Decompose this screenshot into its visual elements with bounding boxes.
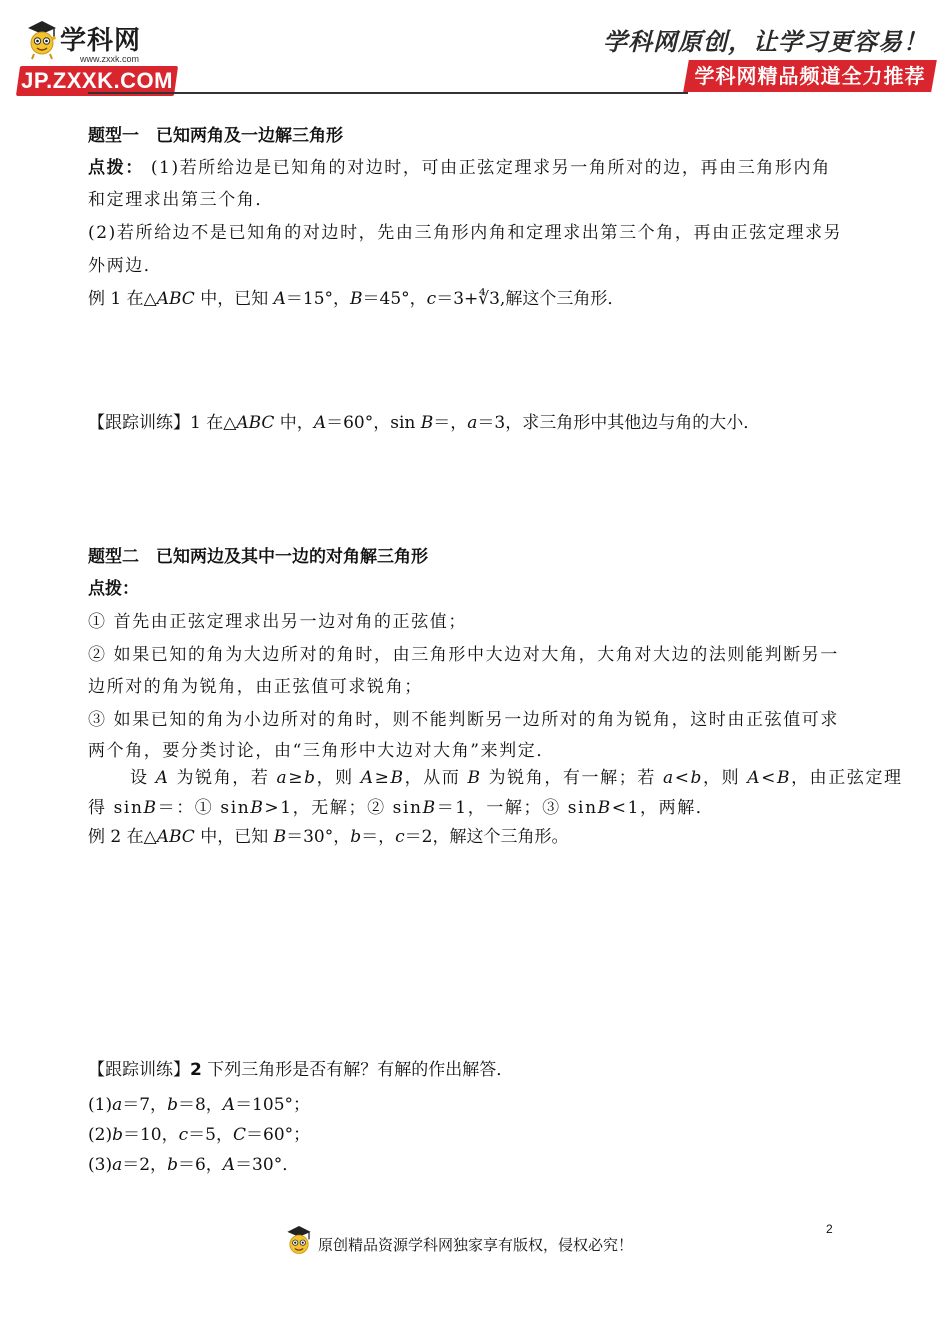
copyright-notice: 原创精品资源学科网独家享有版权，侵权必究！ (318, 1236, 634, 1254)
section2-item2-line1: ② 如果已知的角为大边所对的角时，由三角形中大边对大角，大角对大边的法则能判断另一 (88, 645, 840, 665)
section1-tip-line3: (2)若所给边不是已知角的对边时，先由三角形内角和定理求出第三个角，再由正弦定理求另 (88, 223, 843, 243)
header-banner (683, 60, 937, 92)
header-banner-text: 学科网精品频道全力推荐 (694, 64, 926, 88)
section1-tip-label: 点拨： (88, 158, 144, 178)
logo-domain-text: JP.ZXXK.COM (21, 68, 173, 93)
section2-item2-line2: 边所对的角为锐角，由正弦值可求锐角； (88, 677, 423, 697)
section2-tip-label: 点拨： (88, 579, 139, 599)
case-3: (3)a＝2，b＝6，A＝30°． (88, 1155, 300, 1175)
practice-label: 【跟踪训练】 (88, 1060, 190, 1080)
section2-note-line2: 得 sinB＝：① sinB>1，无解；② sinB＝1，一解；③ sinB<1，两解． (88, 798, 715, 818)
logo-url: www.zxxk.com (80, 54, 140, 64)
header-slogan: 学科网原创，让学习更容易！ (603, 27, 928, 56)
practice-2: 【跟踪训练】2 下列三角形是否有解？有解的作出解答． (88, 1060, 514, 1080)
section2-item3-line1: ③ 如果已知的角为小边所对的角时，则不能判断另一边所对的角为锐角，这时由正弦值可求 (88, 710, 840, 730)
mascot-icon (24, 18, 60, 60)
section2-note-line1: 设 A 为锐角，若 a≥b，则 A≥B，从而 B 为锐角，有一解；若 a<b，则 A<B，由正弦定理 (130, 768, 903, 788)
practice-1: 【跟踪训练】1 在△ABC 中，A＝60°，sin B＝，a＝3，求三角形中其他边与角的大小． (88, 413, 761, 433)
practice-label: 【跟踪训练】 (88, 413, 190, 433)
radical-expression: ∜3 (478, 289, 500, 309)
section1-tip-line2: 和定理求出第三个角． (88, 190, 274, 210)
example-2: 例 2 在△ABC 中，已知 B＝30°，b＝，c＝2，解这个三角形。 (88, 827, 569, 847)
section2-item1: ① 首先由正弦定理求出另一边对角的正弦值； (88, 612, 468, 632)
section1-tip-line1 (88, 156, 831, 180)
section1-title: 题型一 已知两角及一边解三角形 (88, 126, 343, 146)
section2-item3-line2: 两个角，要分类讨论，由“三角形中大边对大角”来判定． (88, 741, 555, 761)
section2-title: 题型二 已知两边及其中一边的对角解三角形 (88, 547, 428, 567)
section1-tip-text: (1)若所给边是已知角的对边时，可由正弦定理求另一角所对的边，再由三角形内角 (150, 158, 831, 178)
site-logo[interactable] (18, 16, 183, 98)
header-divider (88, 92, 688, 94)
logo-title: 学科网 (60, 26, 142, 56)
section1-tip-line4: 外两边． (88, 256, 163, 276)
case-1: (1)a＝7，b＝8，A＝105°； (88, 1095, 311, 1115)
page-number: 2 (826, 1222, 833, 1236)
case-2: (2)b＝10，c＝5，C＝60°； (88, 1125, 311, 1145)
mascot-icon (284, 1222, 314, 1260)
example-1: 例 1 在△ABC 中，已知 A＝15°，B＝45°，c＝3+∜3,解这个三角形． (88, 289, 625, 309)
